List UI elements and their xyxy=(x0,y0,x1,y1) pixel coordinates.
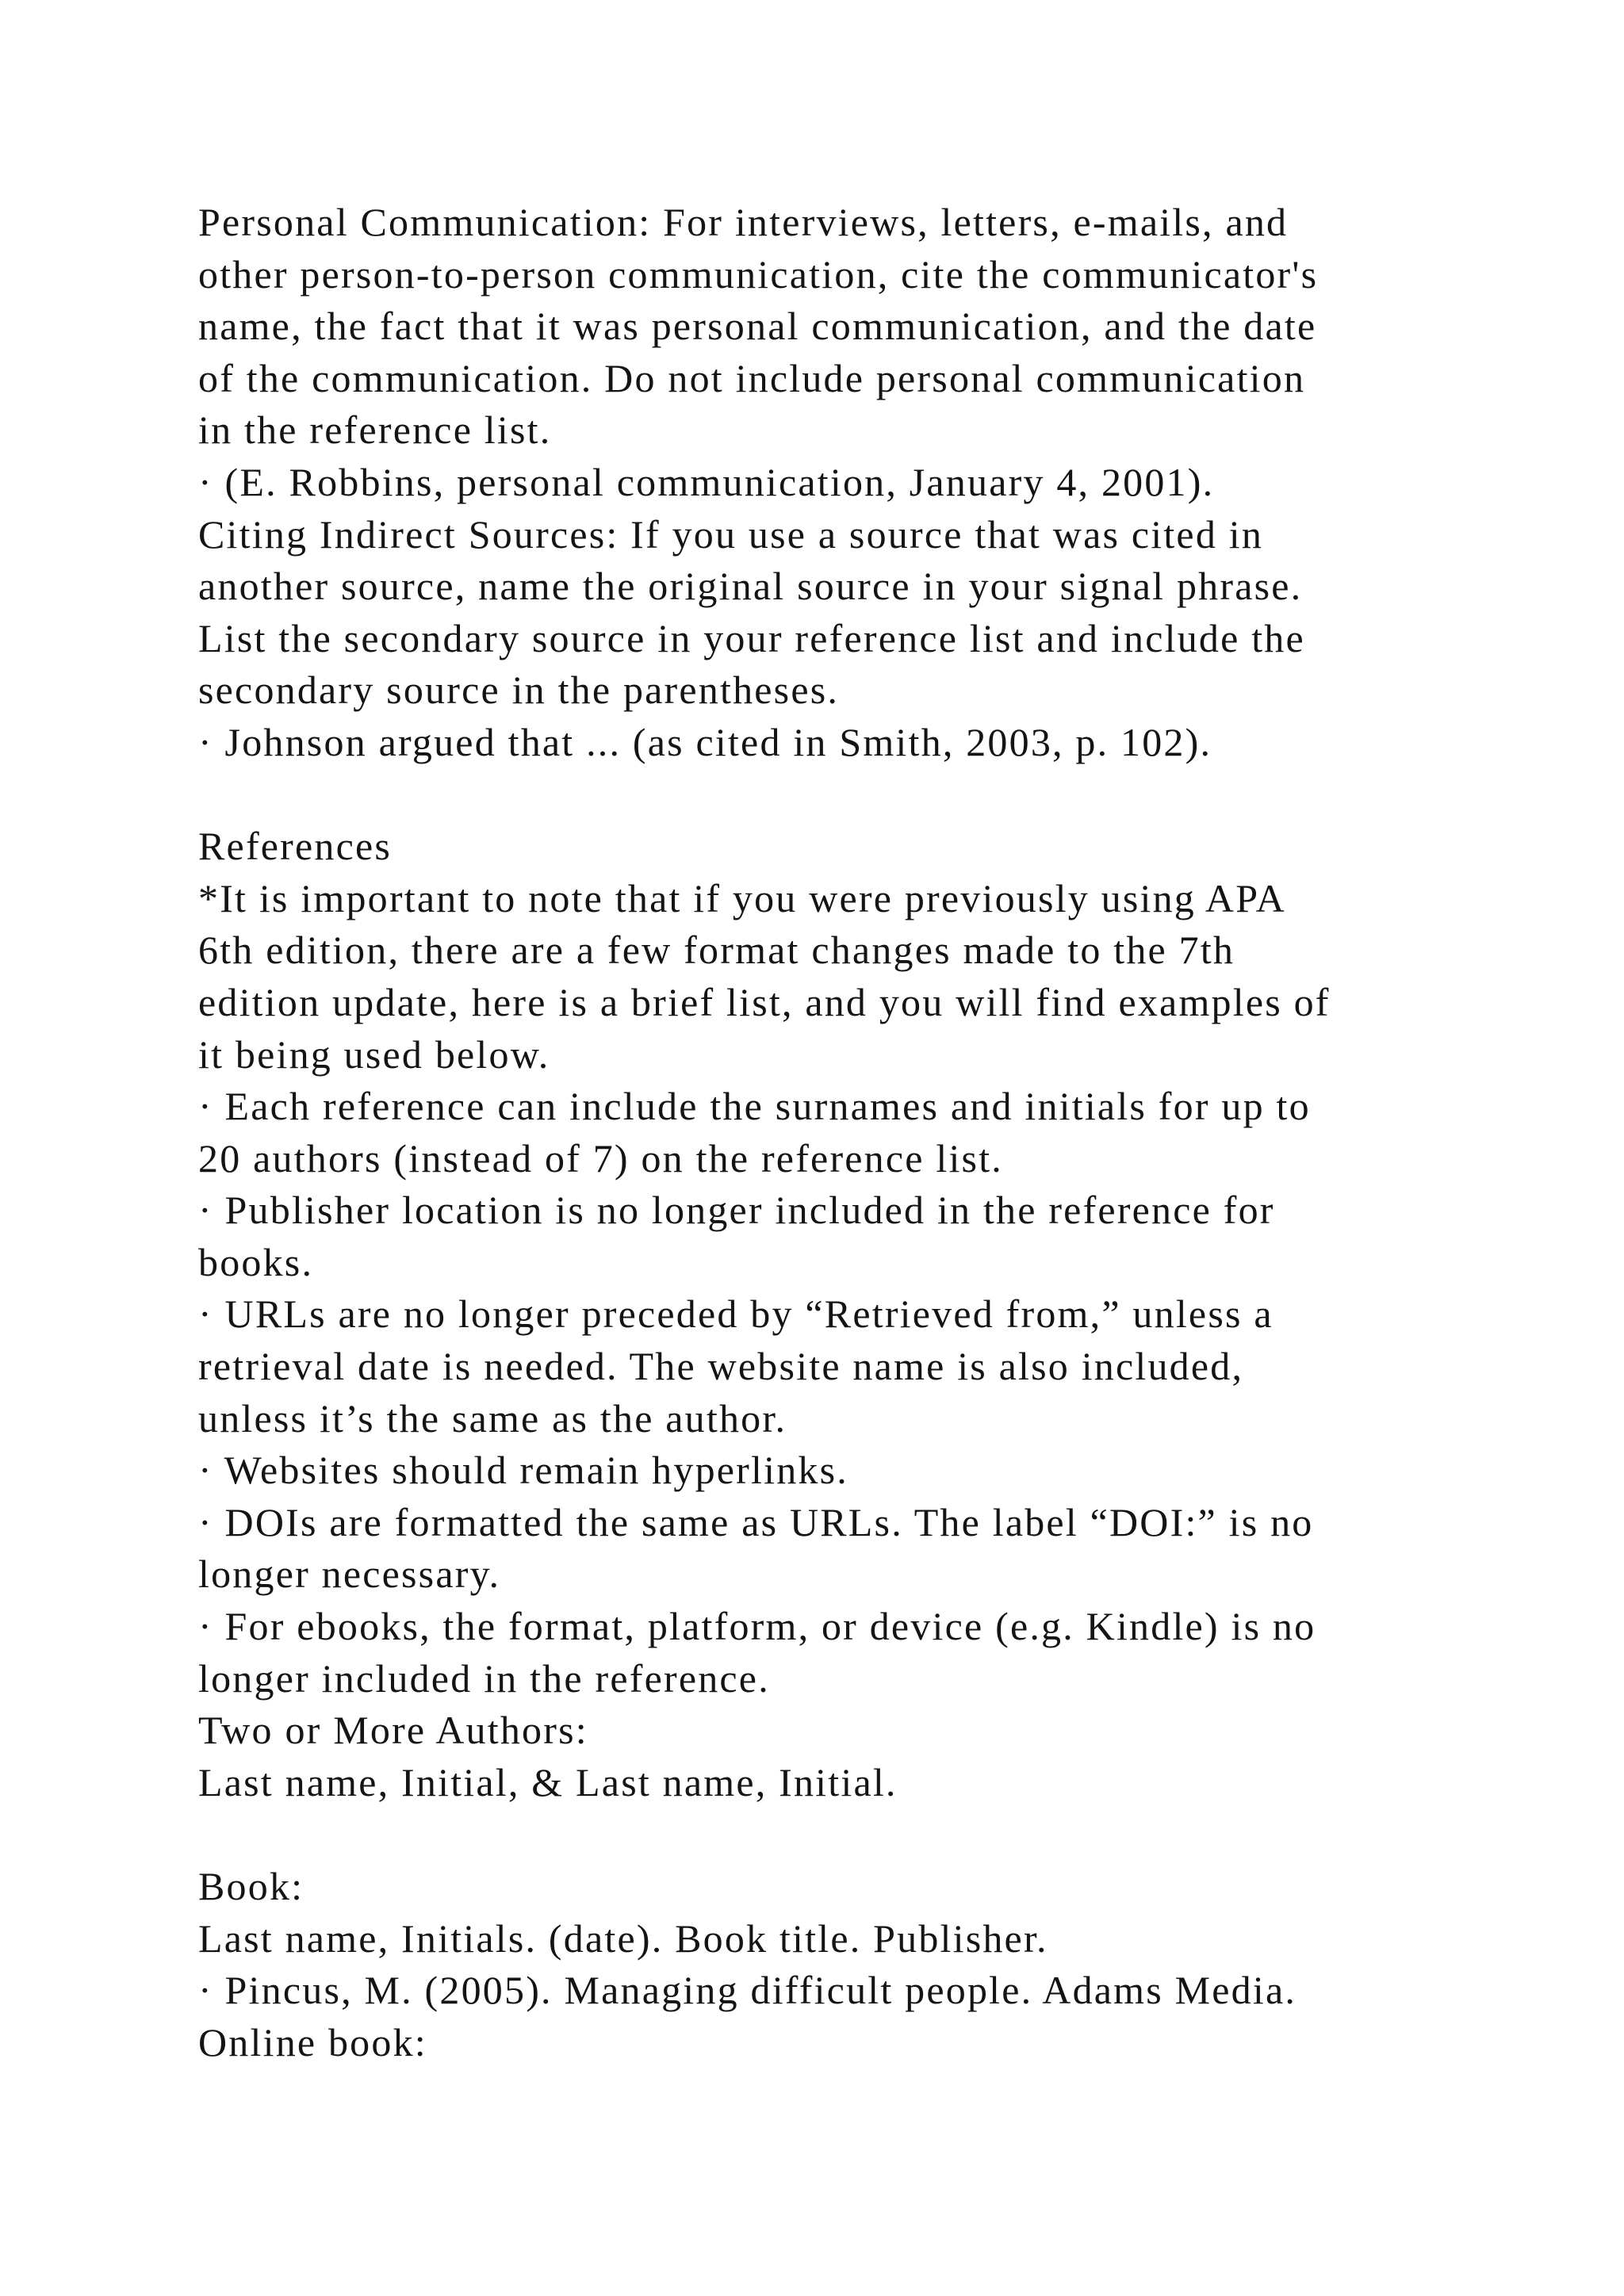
text-line: · Johnson argued that ... (as cited in Smith, 2003, p. 102). xyxy=(198,719,1212,764)
text-line: edition update, here is a brief list, and you will find examples of xyxy=(198,979,1331,1024)
text-line: in the reference list. xyxy=(198,408,552,453)
text-line: · Websites should remain hyperlinks. xyxy=(198,1448,848,1493)
text-line: longer necessary. xyxy=(198,1552,501,1597)
document-text xyxy=(198,197,1530,2068)
text-line: Last name, Initials. (date). Book title. Publisher. xyxy=(198,1915,1048,1961)
text-line: books. xyxy=(198,1239,314,1284)
blank-line xyxy=(198,769,1530,821)
text-line: other person-to-person communication, cite the communicator's xyxy=(198,251,1319,297)
text-line: · Each reference can include the surnames and initials for up to xyxy=(198,1084,1311,1129)
text-line: · Pincus, M. (2005). Managing difficult people. Adams Media. xyxy=(198,1968,1297,2013)
text-line: it being used below. xyxy=(198,1031,550,1077)
text-line: · DOIs are formatted the same as URLs. The label “DOI:” is no xyxy=(198,1499,1314,1544)
text-line: longer included in the reference. xyxy=(198,1655,770,1701)
text-line: secondary source in the parentheses. xyxy=(198,668,840,713)
text-line: · For ebooks, the format, platform, or device (e.g. Kindle) is no xyxy=(198,1604,1316,1649)
text-line: *It is important to note that if you were previously using APA xyxy=(198,875,1286,920)
text-line: retrieval date is needed. The website name is also included, xyxy=(198,1344,1244,1389)
text-line: Citing Indirect Sources: If you use a source that was cited in xyxy=(198,511,1264,557)
text-line: Book: xyxy=(198,1864,304,1908)
text-line: Personal Communication: For interviews, letters, e-mails, and xyxy=(198,200,1289,244)
text-line: List the secondary source in your reference list and include the xyxy=(198,615,1305,660)
section-heading-references: References xyxy=(198,824,393,869)
text-line: unless it’s the same as the author. xyxy=(198,1395,787,1441)
blank-line xyxy=(198,1808,1530,1861)
text-line: 6th edition, there are a few format changes made to the 7th xyxy=(198,928,1235,973)
text-line: Last name, Initial, & Last name, Initial. xyxy=(198,1759,898,1804)
text-line: · (E. Robbins, personal communication, January 4, 2001). xyxy=(198,459,1215,504)
text-line: Two or More Authors: xyxy=(198,1708,588,1753)
text-line: another source, name the original source in your signal phrase. xyxy=(198,564,1303,609)
text-line: · Publisher location is no longer included in the reference for xyxy=(198,1188,1275,1233)
text-line: name, the fact that it was personal communication, and the date xyxy=(198,304,1317,349)
text-line: · URLs are no longer preceded by “Retrieved from,” unless a xyxy=(198,1292,1274,1337)
text-line: 20 authors (instead of 7) on the reference list. xyxy=(198,1135,1003,1181)
text-line: Online book: xyxy=(198,2019,427,2064)
text-line: of the communication. Do not include personal communication xyxy=(198,355,1306,400)
